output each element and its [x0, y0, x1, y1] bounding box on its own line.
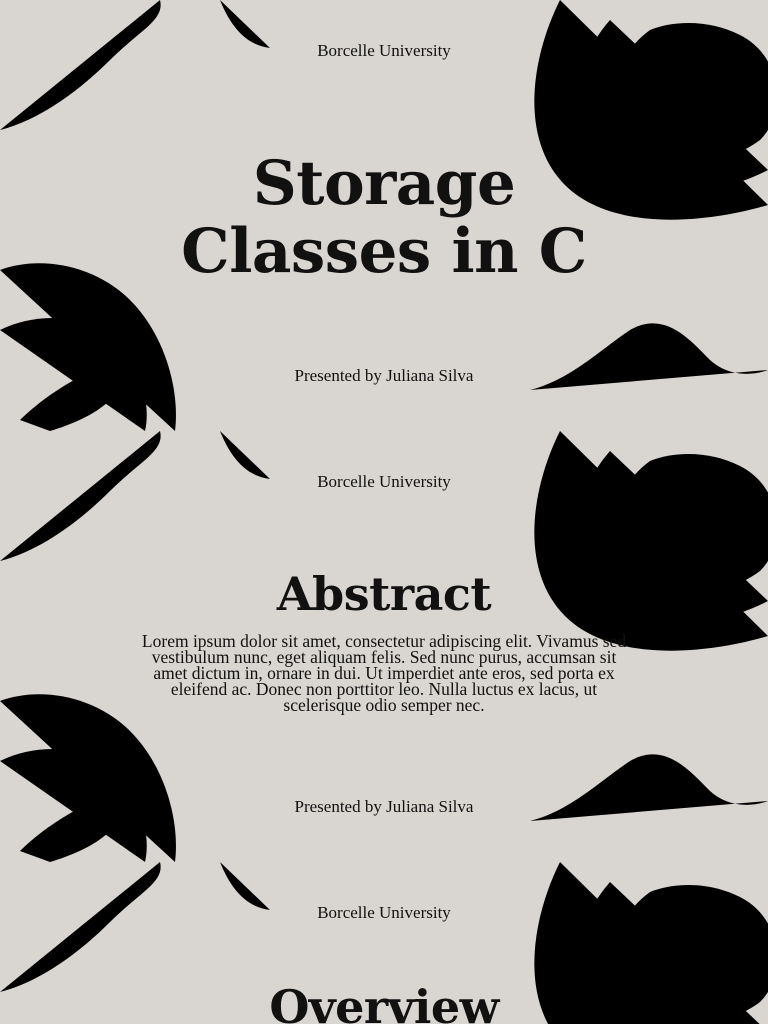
- presentation-title: [0, 150, 768, 286]
- presenter-name: Presented by Juliana Silva: [294, 366, 474, 385]
- slide-title: [0, 0, 768, 431]
- slide-overview: [0, 862, 768, 1024]
- university-name: Borcelle University: [317, 41, 451, 60]
- title-line-1: Storage: [252, 148, 516, 219]
- abstract-body: Lorem ipsum dolor sit amet, consectetur adipiscing elit. Vivamus sed vestibulum nunc, eget aliquam felis. Sed nunc purus, accumsan sit amet dictum in, ornare in dui. Ut imperdiet ante eros, sed porta ex eleifend ac. Donec non porttitor leo. Nulla luctus ex lacus, ut scelerisque odio semper nec.: [141, 631, 627, 715]
- slide-abstract: [0, 431, 768, 862]
- university-name: Borcelle University: [317, 903, 451, 922]
- title-line-2: Classes in C: [181, 216, 587, 287]
- section-heading: Abstract: [276, 567, 492, 621]
- section-heading: Overview: [269, 980, 499, 1024]
- presenter-name: Presented by Juliana Silva: [294, 797, 474, 816]
- university-name: Borcelle University: [317, 472, 451, 491]
